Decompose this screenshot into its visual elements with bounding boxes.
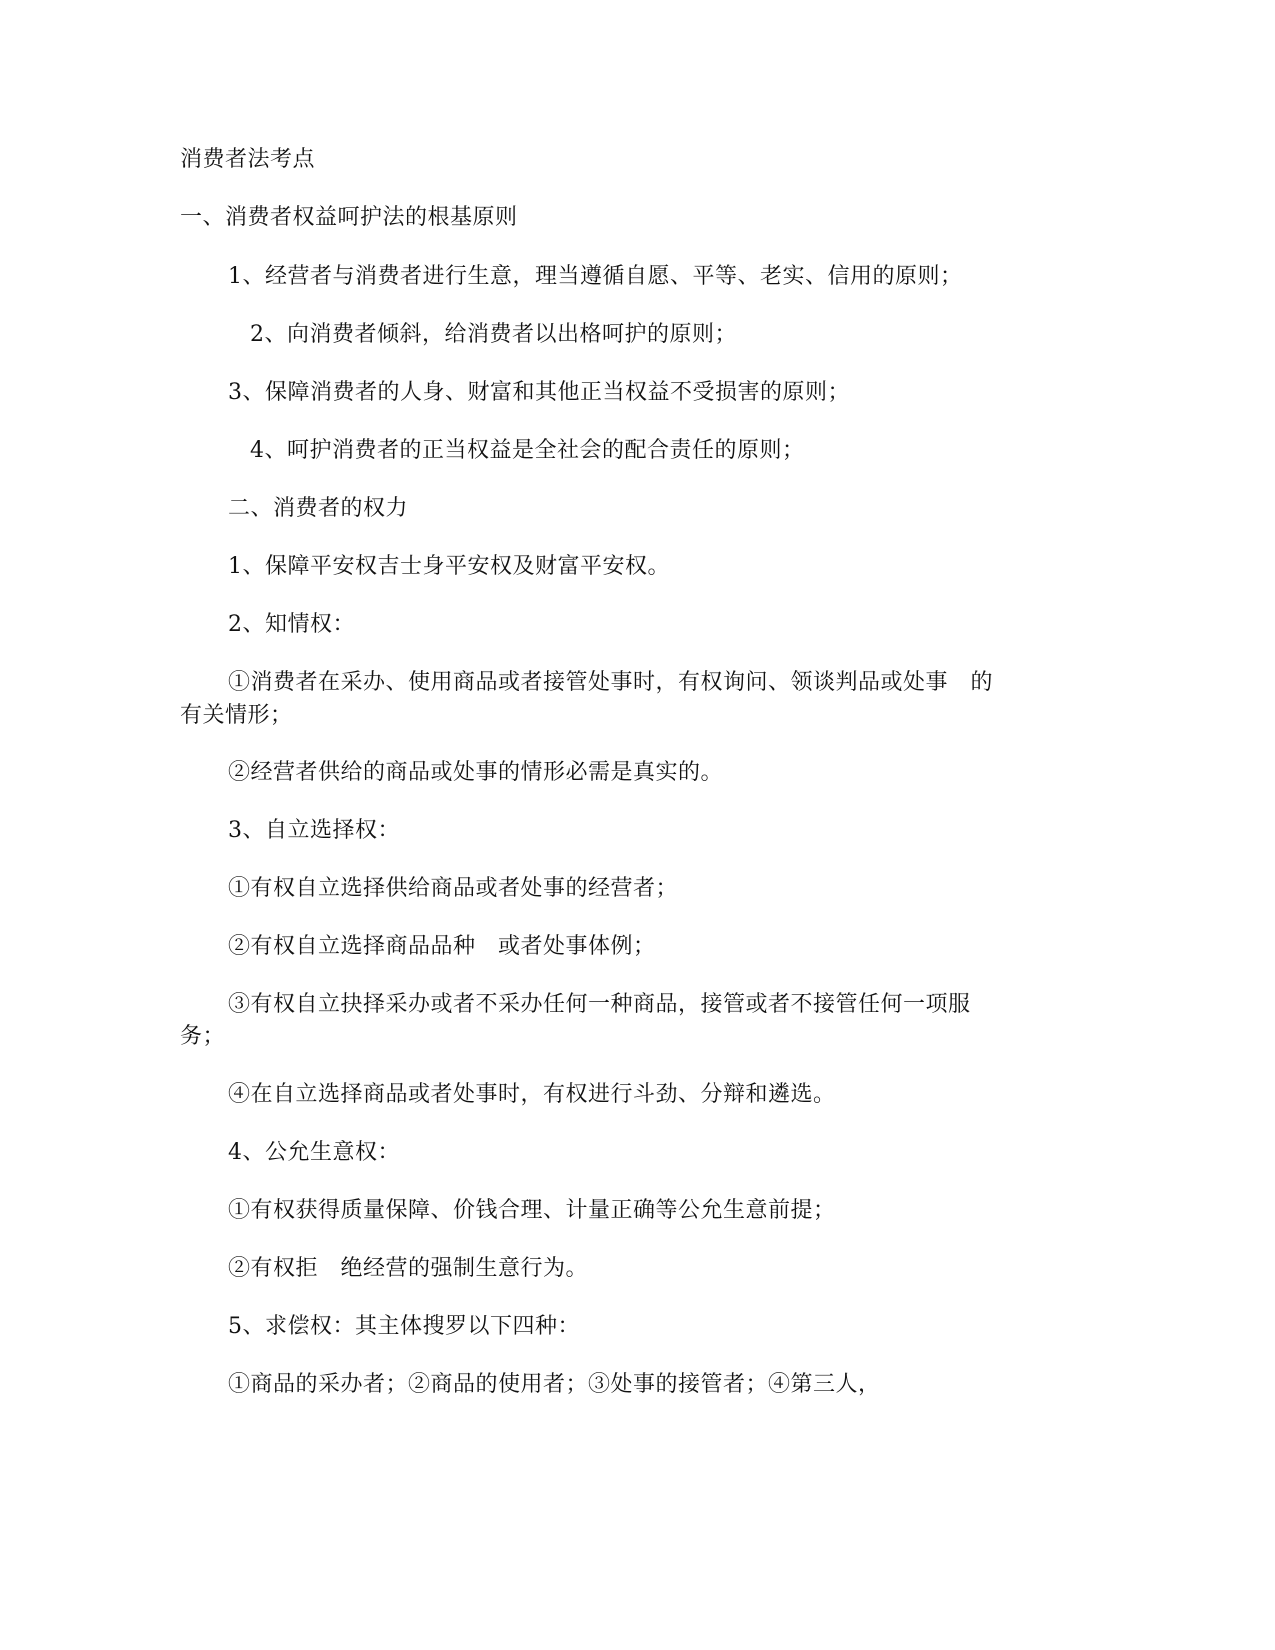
principle-item: 4、呵护消费者的正当权益是全社会的配合责任的原则； — [250, 438, 805, 463]
list-item-continuation: 务； — [180, 1024, 226, 1049]
right-heading-compensation: 5、求偿权：其主体搜罗以下四种： — [228, 1314, 580, 1339]
list-item: ②经营者供给的商品或处事的情形必需是真实的。 — [228, 760, 724, 785]
right-safety: 1、保障平安权吉士身平安权及财富平安权。 — [228, 554, 670, 579]
right-heading-choice: 3、自立选择权： — [228, 818, 400, 843]
list-item: ③有权自立抉择采办或者不采办任何一种商品，接管或者不接管任何一项服 — [228, 992, 971, 1017]
right-heading-information: 2、知情权： — [228, 612, 355, 637]
section-heading-principles: 一、消费者权益呵护法的根基原则 — [180, 205, 518, 230]
section-heading-rights: 二、消费者的权力 — [228, 496, 409, 521]
document-title: 消费者法考点 — [180, 147, 316, 172]
list-item: ①有权获得质量保障、价钱合理、计量正确等公允生意前提； — [228, 1198, 836, 1223]
list-item: ①商品的采办者；②商品的使用者；③处事的接管者；④第三人， — [228, 1372, 881, 1397]
list-item: ①消费者在采办、使用商品或者接管处事时，有权询问、领谈判品或处事 的 — [228, 670, 994, 695]
list-item-continuation: 有关情形； — [180, 703, 293, 728]
list-item: ②有权拒 绝经营的强制生意行为。 — [228, 1256, 589, 1281]
principle-item: 3、保障消费者的人身、财富和其他正当权益不受损害的原则； — [228, 380, 850, 405]
list-item: ④在自立选择商品或者处事时，有权进行斗劲、分辩和遴选。 — [228, 1082, 836, 1107]
principle-item: 2、向消费者倾斜，给消费者以出格呵护的原则； — [250, 322, 737, 347]
principle-item: 1、经营者与消费者进行生意，理当遵循自愿、平等、老实、信用的原则； — [228, 264, 963, 289]
list-item: ①有权自立选择供给商品或者处事的经营者； — [228, 876, 679, 901]
right-heading-fair-trade: 4、公允生意权： — [228, 1140, 400, 1165]
list-item: ②有权自立选择商品品种 或者处事体例； — [228, 934, 656, 959]
